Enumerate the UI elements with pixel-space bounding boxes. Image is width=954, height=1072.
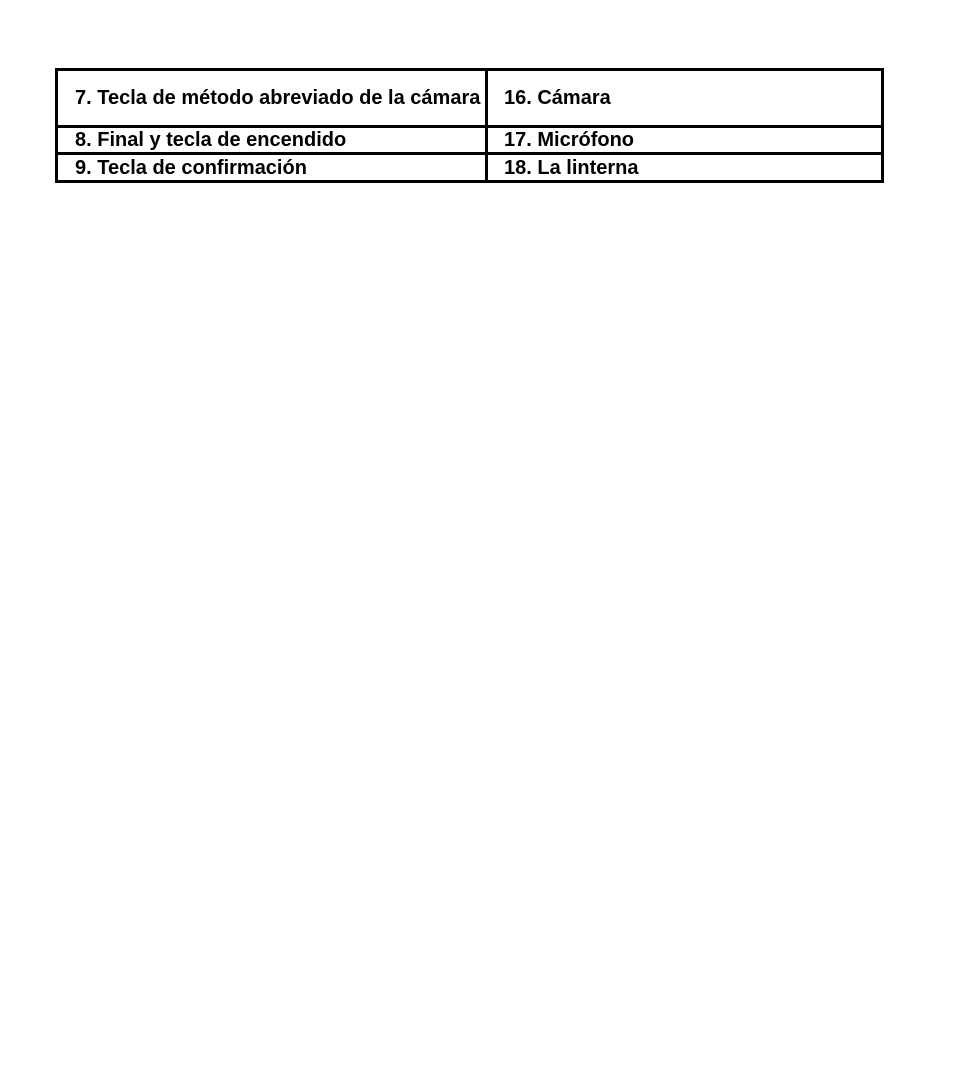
table-cell	[57, 70, 487, 127]
key-label: 8. Final y tecla de encendido	[75, 129, 347, 151]
table-cell	[57, 154, 487, 182]
key-label: 7. Tecla de método abreviado de la cámara	[75, 87, 481, 109]
table-row	[57, 154, 883, 182]
table-cell	[487, 127, 883, 154]
key-legend-body	[57, 70, 883, 182]
key-label: 9. Tecla de confirmación	[75, 156, 307, 179]
table-cell	[487, 154, 883, 182]
key-label: 18. La linterna	[504, 156, 639, 179]
table-row	[57, 127, 883, 154]
table-row	[57, 70, 883, 127]
table-cell	[487, 70, 883, 127]
key-label: 16. Cámara	[504, 87, 611, 109]
key-legend-table	[55, 68, 884, 183]
key-label: 17. Micrófono	[504, 129, 635, 151]
table-cell	[57, 127, 487, 154]
